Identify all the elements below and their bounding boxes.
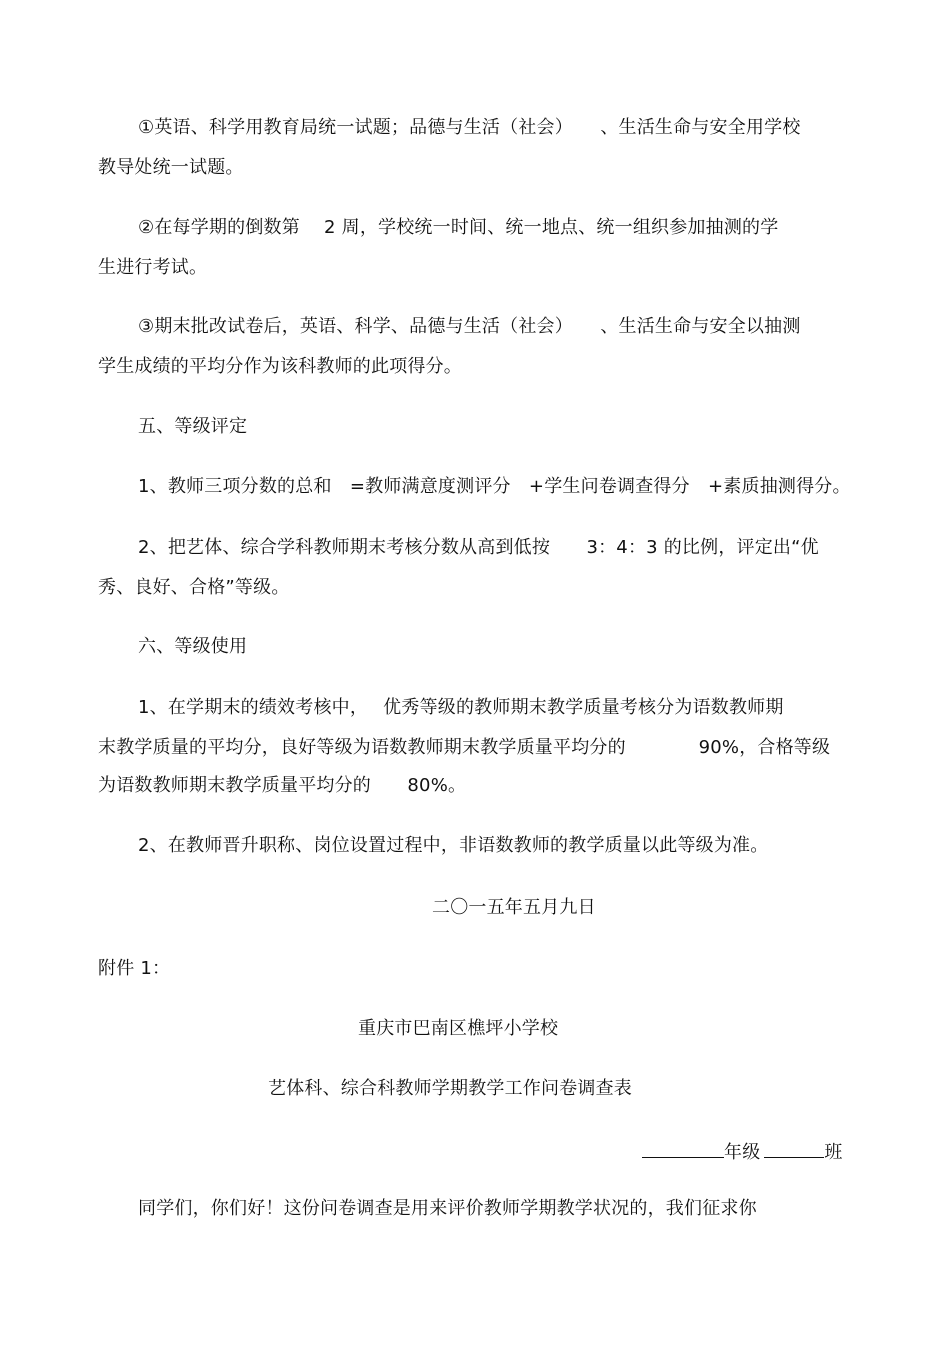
grade-blank[interactable] (642, 1139, 724, 1158)
attachment-label: 附件 1： (98, 958, 171, 979)
greeting-line: 同学们，你们好！这份问卷调查是用来评价教师学期教学状况的，我们征求你 (138, 1198, 757, 1219)
section-6-item-1-line-1: 1、在学期末的绩效考核中， 优秀等级的教师期末教学质量考核分为语数教师期 (138, 697, 784, 718)
paragraph-1-line-2: 教导处统一试题。 (98, 157, 244, 178)
grade-label: 年级 (724, 1142, 761, 1163)
class-blank[interactable] (764, 1139, 824, 1158)
paragraph-2-line-1: ②在每学期的倒数第 2 周，学校统一时间、统一地点、统一组织参加抽测的学 (138, 217, 779, 238)
form-title: 艺体科、综合科教师学期教学工作问卷调查表 (268, 1078, 632, 1099)
section-6-item-2: 2、在教师晋升职称、岗位设置过程中，非语数教师的教学质量以此等级为准。 (138, 835, 769, 856)
grade-class-line (642, 1139, 843, 1164)
school-name: 重庆市巴南区樵坪小学校 (358, 1018, 559, 1039)
section-6-heading: 六、等级使用 (138, 636, 248, 657)
section-5-item-2-line-2: 秀、良好、合格”等级。 (98, 577, 290, 598)
section-5-item-1: 1、教师三项分数的总和 =教师满意度测评分 +学生问卷调查得分 +素质抽测得分。 (138, 476, 851, 497)
section-6-item-1-line-3: 为语数教师期末教学质量平均分的 80%。 (98, 775, 467, 796)
section-5-item-2-line-1: 2、把艺体、综合学科教师期末考核分数从高到低按 3：4：3 的比例，评定出“优 (138, 537, 819, 558)
paragraph-3-line-1: ③期末批改试卷后，英语、科学、品德与生活（社会） 、生活生命与安全以抽测 (138, 316, 801, 337)
document-date: 二〇一五年五月九日 (432, 897, 596, 918)
section-5-heading: 五、等级评定 (138, 416, 248, 437)
paragraph-2-line-2: 生进行考试。 (98, 257, 208, 278)
paragraph-1-line-1: ①英语、科学用教育局统一试题；品德与生活（社会） 、生活生命与安全用学校 (138, 117, 801, 138)
paragraph-3-line-2: 学生成绩的平均分作为该科教师的此项得分。 (98, 356, 462, 377)
section-6-item-1-line-2: 末教学质量的平均分，良好等级为语数教师期末教学质量平均分的 90%，合格等级 (98, 737, 831, 758)
class-label: 班 (824, 1142, 843, 1163)
